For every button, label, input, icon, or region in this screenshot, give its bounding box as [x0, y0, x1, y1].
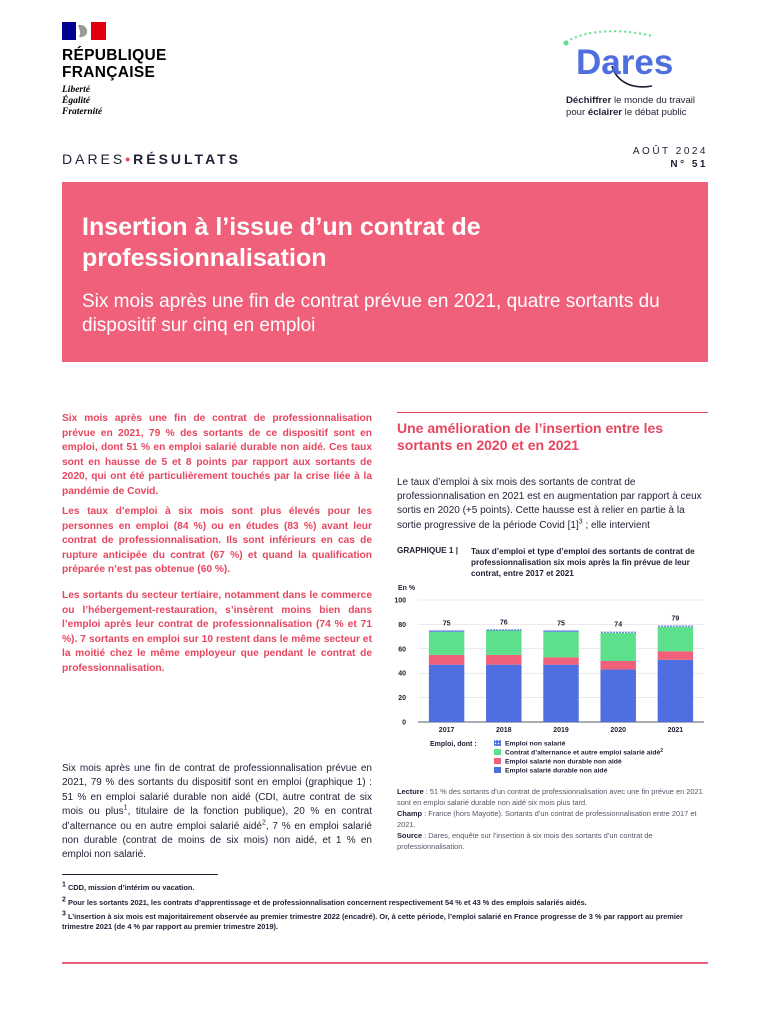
y-tick-label: 0	[402, 719, 406, 727]
legend-label: Emploi non salarié	[505, 740, 566, 748]
republique-francaise-title	[62, 47, 167, 81]
section-text	[397, 476, 708, 533]
y-tick-label: 100	[394, 597, 406, 605]
section-title: Une amélioration de l’insertion entre les sortants en 2020 et en 2021	[397, 420, 664, 453]
y-tick-label: 20	[398, 695, 406, 703]
issue-date: AOÛT 2024	[632, 146, 708, 157]
bar-total-label: 76	[499, 619, 508, 627]
lead-paragraph-1: Six mois après une fin de contrat de professionnalisation prévue en 2021, 79 % des sortants de ce dispositif sont en emploi, dont 51 % en emploi salarié durable non aidé. Ces taux sont en hausse de 5 et 8 points par rapport aux sortants de 2020, qui ont été particulièrement touchés par la crise liée à la pandémie de Covid.	[62, 413, 372, 497]
footnote-1	[62, 883, 712, 893]
bar-segment	[543, 632, 578, 658]
main-subtitle: Six mois après une fin de contrat prévue en 2021, quatre sortants du dispositif sur cinq en emploi	[82, 291, 660, 336]
bar-total-label: 79	[671, 615, 680, 623]
bottom-rule	[62, 962, 708, 964]
chart-notes	[397, 786, 708, 852]
bar-segment	[543, 631, 578, 632]
x-tick-label: 2020	[610, 727, 626, 734]
republique-line-1: RÉPUBLIQUE	[62, 47, 167, 64]
bar-segment	[658, 627, 693, 651]
main-title: Insertion à l’issue d’un contrat de professionnalisation	[82, 213, 481, 272]
chart-label: GRAPHIQUE 1 |	[397, 546, 458, 555]
section-rule	[397, 412, 708, 413]
legend-label: Emploi salarié durable non aidé	[505, 767, 608, 775]
section-text-sup: 3	[578, 518, 583, 526]
legend-swatch	[494, 740, 501, 746]
series-resultats: RÉSULTATS	[133, 151, 242, 167]
legend-swatch	[494, 767, 501, 773]
legend-swatch	[494, 758, 501, 764]
y-tick-label: 80	[398, 621, 406, 629]
republique-line-2: FRANÇAISE	[62, 64, 156, 81]
section-text-1: Le taux d’emploi à six mois des sortants de contrat de professionnalisation en 2021 est en augmentation par rapport à ceux sortis en 2020 (+5 points). Cette hausse est à relier en partie à la sortie progressive de la période Covid [1]	[397, 477, 702, 531]
x-tick-label: 2019	[553, 727, 569, 734]
bar-total-label: 75	[557, 620, 565, 628]
footnote-2-num: 2	[62, 896, 66, 904]
series-separator: •	[125, 151, 134, 167]
x-tick-label: 2017	[438, 727, 455, 734]
bar-segment	[600, 633, 635, 661]
title-banner	[62, 182, 708, 362]
bar-segment	[429, 665, 464, 722]
body-part-2: , titulaire de la fonction publique), 20 % en contrat d’alternance ou en autre emploi salarié aidé	[62, 806, 372, 832]
lecture-label: Lecture	[397, 787, 424, 796]
bar-total-label: 74	[614, 621, 623, 629]
tagline-dechiffrer: Déchiffrer	[566, 95, 612, 106]
dares-logo	[560, 30, 720, 95]
body-sup-2: 2	[261, 819, 266, 827]
bar-segment	[543, 665, 578, 722]
body-paragraph	[62, 762, 372, 863]
series-dares: DARES	[62, 151, 126, 167]
bar-segment	[658, 651, 693, 660]
footnote-1-text: CDD, mission d’intérim ou vacation.	[65, 883, 195, 892]
motto-egalite: Égalité	[62, 96, 90, 106]
bar-segment	[429, 631, 464, 632]
series-name	[62, 151, 241, 167]
bar-segment	[658, 626, 693, 627]
footnote-3	[62, 912, 712, 932]
x-tick-label: 2021	[667, 727, 684, 734]
motto-fraternite: Fraternité	[62, 107, 103, 117]
footnote-2	[62, 898, 712, 908]
footnote-rule	[62, 874, 218, 875]
issue-number: N° 51	[670, 159, 708, 170]
champ-label: Champ	[397, 809, 423, 818]
bar-segment	[600, 670, 635, 722]
chart-graphique-1	[392, 580, 712, 785]
bar-segment	[429, 632, 464, 655]
bar-segment	[658, 660, 693, 722]
bar-segment	[429, 655, 464, 665]
footnote-3-num: 3	[62, 910, 66, 918]
chart-title: Taux d’emploi et type d’emploi des sortants de contrat de professionnalisation six mois après la fin prévue de leur contrat, entre 2017 et 2021	[471, 547, 695, 578]
bar-segment	[600, 661, 635, 670]
body-sup-1: 1	[123, 804, 128, 812]
tagline-line-2-rest: le débat public	[622, 107, 687, 118]
legend-label: Contrat d’alternance et autre emploi salarié aidé$^2$	[505, 748, 664, 757]
issue-info	[633, 145, 708, 171]
legend-prefix: Emploi, dont :	[430, 741, 477, 748]
lead-paragraph-2: Les taux d’emploi à six mois sont plus élevés pour les personnes en emploi (84 %) ou en études (83 %) avant leur contrat de professionnalisation. Ils sont inférieurs en cas de rupture anticipée du contrat (67 %) et quand la qualification préparée n’est pas obtenue (60 %).	[62, 506, 372, 576]
champ-text: : France (hors Mayotte). Sortants d’un contrat de professionnalisation entre 2017 et 2021.	[397, 809, 697, 829]
body-part-1: Six mois après une fin de contrat de professionnalisation prévue en 2021, 79 % des sortants du dispositif sont en emploi (graphique 1) : 51 % en emploi salarié durable non aidé (CDI, autre contrat de six mois ou plus	[62, 763, 372, 818]
bar-total-label: 75	[442, 620, 451, 628]
tagline-line-2-pre: pour	[566, 107, 588, 118]
legend-swatch	[494, 749, 501, 755]
dares-logo-text: Dares	[576, 43, 674, 82]
lead-paragraph-3: Les sortants du secteur tertiaire, notamment dans le commerce ou l’hébergement-restauration, s’insèrent moins bien dans l’emploi après leur contrat de professionnalisation (74 % et 71 %). 7 sortants en emploi sur 10 restent dans le même secteur et la moitié chez le même employeur que pendant le contrat de professionnalisation.	[62, 590, 372, 674]
motto-liberte: Liberté	[62, 85, 90, 95]
bar-segment	[486, 631, 521, 655]
bar-segment	[486, 629, 521, 630]
source-label: Source	[397, 831, 423, 840]
section-text-2: ; elle intervient	[582, 519, 650, 531]
dares-tagline	[566, 95, 695, 119]
tagline-eclairer: éclairer	[587, 107, 623, 118]
bar-segment	[486, 655, 521, 665]
marianne-logo	[62, 22, 106, 40]
footnote-2-text: Pour les sortants 2021, les contrats d’apprentissage et de professionnalisation concernent respectivement 54 % et 43 % des emplois salariés aidés.	[65, 898, 587, 907]
body-part-3: , 7 % en emploi salarié non durable (contrat de moins de six mois) non aidé, et 1 % en emploi non salarié.	[62, 820, 372, 861]
bar-segment	[600, 632, 635, 633]
republique-motto	[62, 85, 102, 118]
bar-segment	[486, 665, 521, 722]
source-text: : Dares, enquête sur l’insertion à six mois des sortants d’un contrat de professionnalisation.	[397, 831, 653, 851]
y-unit-label: En %	[398, 585, 416, 592]
y-tick-label: 60	[398, 646, 406, 654]
footnote-1-num: 1	[62, 881, 66, 889]
y-tick-label: 40	[398, 670, 406, 678]
legend-label: Emploi salarié non durable non aidé	[505, 758, 622, 766]
lecture-text: : 51 % des sortants d’un contrat de professionnalisation avec une fin prévue en 2021 sont en emploi salarié durable non aidé six mois plus tard.	[397, 787, 703, 807]
bar-segment	[543, 657, 578, 664]
x-tick-label: 2018	[496, 727, 512, 734]
tagline-line-1-rest: le monde du travail	[611, 95, 696, 106]
footnote-3-text: L’insertion à six mois est majoritairement observée au premier trimestre 2022 (encadré). Or, à cette période, l’emploi salarié en France progresse de 3 % par rapport au premier trimestre 2021 (de 4 % par rapport au premier trimestre 2019).	[62, 912, 683, 931]
